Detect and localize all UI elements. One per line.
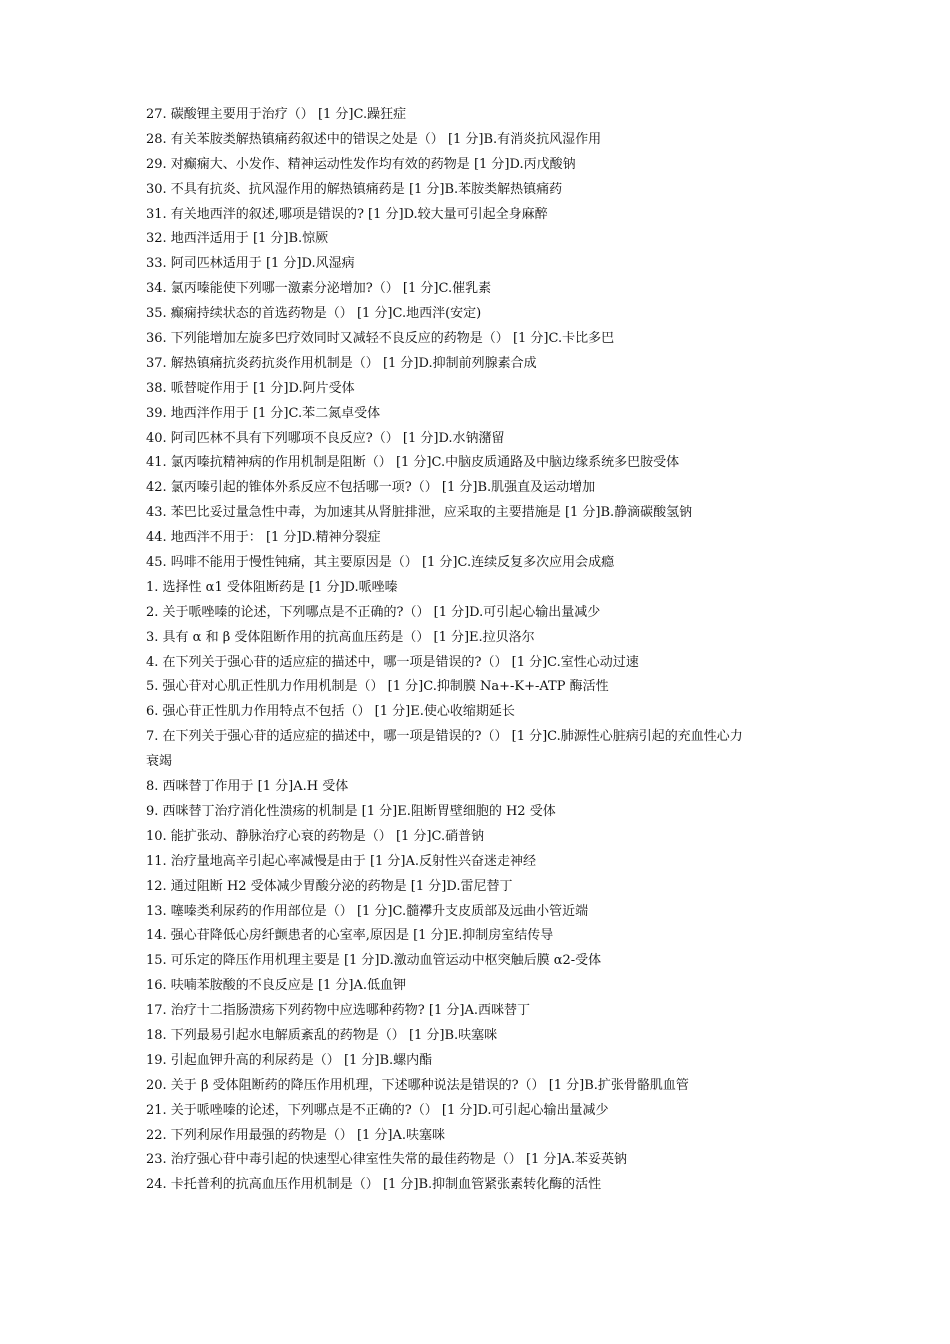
question-line: 31. 有关地西泮的叙述,哪项是错误的? [1 分]D.较大量可引起全身麻醉 <box>146 206 548 222</box>
question-line: 3. 具有 α 和 β 受体阻断作用的抗高血压药是（） [1 分]E.拉贝洛尔 <box>146 629 535 645</box>
question-line: 13. 噻嗪类利尿药的作用部位是（） [1 分]C.髓襻升支皮质部及远曲小管近端 <box>146 903 589 919</box>
question-line: 36. 下列能增加左旋多巴疗效同时又减轻不良反应的药物是（） [1 分]C.卡比多巴 <box>146 331 615 347</box>
question-line: 45. 吗啡不能用于慢性钝痛，其主要原因是（） [1 分]C.连续反复多次应用会成瘾 <box>146 555 615 571</box>
question-line: 34. 氯丙嗪能使下列哪一激素分泌增加?（） [1 分]C.催乳素 <box>146 281 492 297</box>
question-line: 33. 阿司匹林适用于 [1 分]D.风湿病 <box>146 256 355 272</box>
question-line: 11. 治疗量地高辛引起心率减慢是由于 [1 分]A.反射性兴奋迷走神经 <box>146 853 537 869</box>
question-line: 2. 关于哌唑嗪的论述，下列哪点是不正确的?（） [1 分]D.可引起心输出量减少 <box>146 604 601 620</box>
question-line: 4. 在下列关于强心苷的适应症的描述中，哪一项是错误的?（） [1 分]C.室性心动过速 <box>146 654 639 670</box>
question-list <box>146 103 826 1198</box>
question-line: 43. 苯巴比妥过量急性中毒，为加速其从肾脏排泄，应采取的主要措施是 [1 分]B.静滴碳酸氢钠 <box>146 505 693 521</box>
question-line: 41. 氯丙嗪抗精神病的作用机制是阻断（） [1 分]C.中脑皮质通路及中脑边缘系统多巴胺受体 <box>146 455 680 471</box>
question-line: 21. 关于哌唑嗪的论述，下列哪点是不正确的?（） [1 分]D.可引起心输出量减少 <box>146 1102 609 1118</box>
question-line: 37. 解热镇痛抗炎药抗炎作用机制是（） [1 分]D.抑制前列腺素合成 <box>146 355 537 371</box>
question-line: 29. 对癫痫大、小发作、精神运动性发作均有效的药物是 [1 分]D.丙戊酸钠 <box>146 156 576 172</box>
question-line: 42. 氯丙嗪引起的锥体外系反应不包括哪一项?（） [1 分]B.肌强直及运动增加 <box>146 480 596 496</box>
question-line: 15. 可乐定的降压作用机理主要是 [1 分]D.激动血管运动中枢突触后膜 α2-受体 <box>146 953 602 969</box>
question-line: 10. 能扩张动、静脉治疗心衰的药物是（） [1 分]C.硝普钠 <box>146 828 485 844</box>
question-line: 19. 引起血钾升高的利尿药是（） [1 分]B.螺内酯 <box>146 1052 433 1068</box>
question-line: 5. 强心苷对心肌正性肌力作用机制是（） [1 分]C.抑制膜 Na+-K+-ATP 酶活性 <box>146 679 609 695</box>
question-line: 28. 有关苯胺类解热镇痛药叙述中的错误之处是（） [1 分]B.有消炎抗风湿作用 <box>146 131 602 147</box>
question-line: 8. 西咪替丁作用于 [1 分]A.H 受体 <box>146 779 349 795</box>
question-line: 20. 关于 β 受体阻断药的降压作用机理，下述哪种说法是错误的?（） [1 分]B.扩张骨骼肌血管 <box>146 1077 689 1093</box>
question-line: 18. 下列最易引起水电解质紊乱的药物是（） [1 分]B.呋塞咪 <box>146 1027 498 1043</box>
question-line: 16. 呋喃苯胺酸的不良反应是 [1 分]A.低血钾 <box>146 978 407 994</box>
question-line: 14. 强心苷降低心房纤颤患者的心室率,原因是 [1 分]E.抑制房室结传导 <box>146 928 554 944</box>
question-line: 27. 碳酸锂主要用于治疗（） [1 分]C.躁狂症 <box>146 107 407 122</box>
question-line: 24. 卡托普利的抗高血压作用机制是（） [1 分]B.抑制血管紧张素转化酶的活性 <box>146 1177 602 1193</box>
question-line: 17. 治疗十二指肠溃疡下列药物中应选哪种药物? [1 分]A.西咪替丁 <box>146 1003 530 1019</box>
question-line: 12. 通过阻断 H2 受体减少胃酸分泌的药物是 [1 分]D.雷尼替丁 <box>146 878 513 894</box>
question-line: 44. 地西泮不用于： [1 分]D.精神分裂症 <box>146 530 381 546</box>
question-line: 9. 西咪替丁治疗消化性溃疡的机制是 [1 分]E.阻断胃壁细胞的 H2 受体 <box>146 803 556 819</box>
question-line: 38. 哌替啶作用于 [1 分]D.阿片受体 <box>146 380 355 396</box>
question-line: 32. 地西泮适用于 [1 分]B.惊厥 <box>146 231 329 247</box>
question-line: 7. 在下列关于强心苷的适应症的描述中，哪一项是错误的?（） [1 分]C.肺源性心脏病引起的充血性心力 <box>146 729 743 745</box>
question-line: 35. 癫痫持续状态的首选药物是（） [1 分]C.地西泮(安定) <box>146 306 482 322</box>
question-line: 22. 下列利尿作用最强的药物是（） [1 分]A.呋塞咪 <box>146 1127 446 1143</box>
question-line: 23. 治疗强心苷中毒引起的快速型心律室性失常的最佳药物是（） [1 分]A.苯妥英钠 <box>146 1152 628 1168</box>
question-line: 40. 阿司匹林不具有下列哪项不良反应?（） [1 分]D.水钠潴留 <box>146 430 505 446</box>
question-line: 6. 强心苷正性肌力作用特点不包括（） [1 分]E.使心收缩期延长 <box>146 704 515 720</box>
question-line: 39. 地西泮作用于 [1 分]C.苯二氮卓受体 <box>146 405 381 421</box>
question-line: 衰竭 <box>146 754 173 770</box>
question-line: 1. 选择性 α1 受体阻断药是 [1 分]D.哌唑嗪 <box>146 579 398 595</box>
question-line: 30. 不具有抗炎、抗风湿作用的解热镇痛药是 [1 分]B.苯胺类解热镇痛药 <box>146 181 563 197</box>
